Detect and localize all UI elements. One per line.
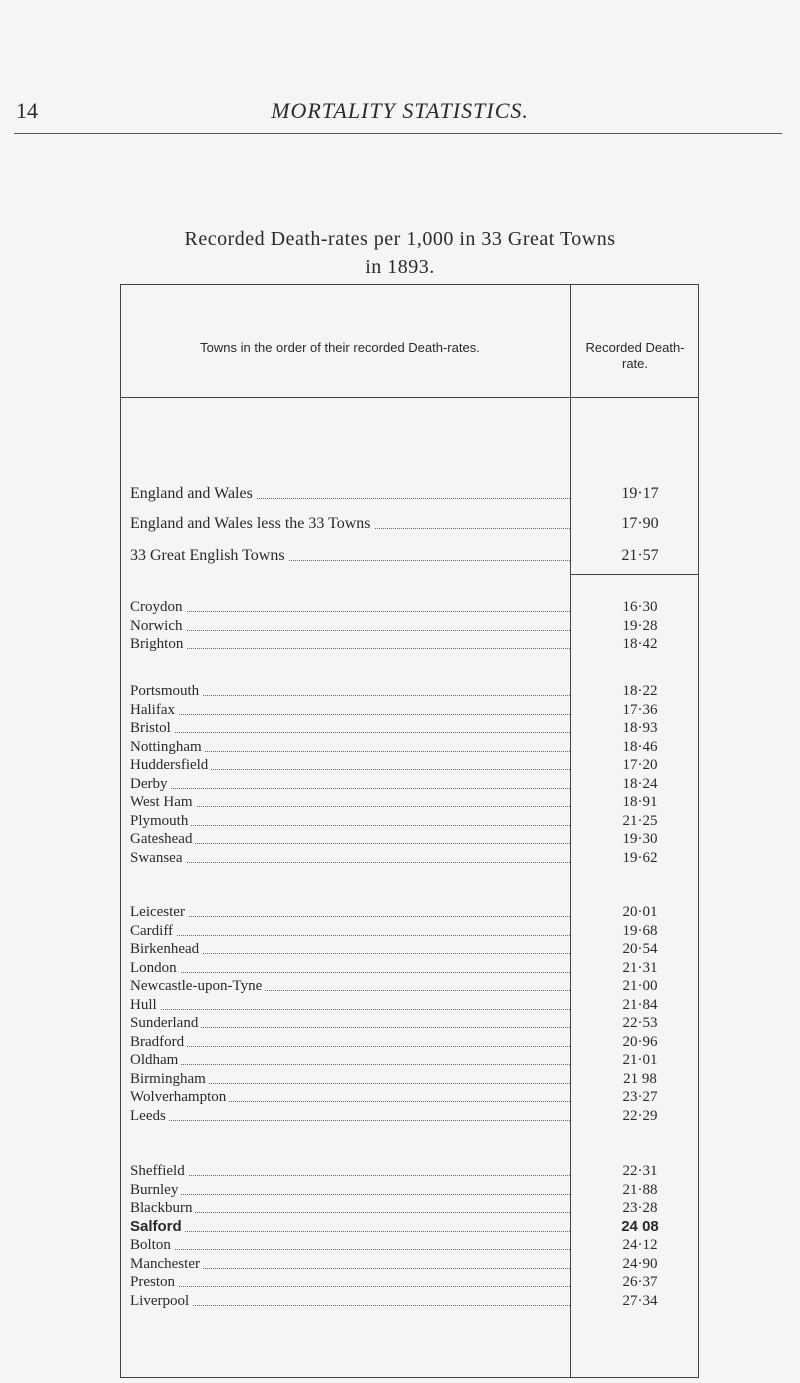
- town-name: London: [130, 960, 180, 976]
- town-name-cell: [130, 958, 570, 978]
- death-rate-value: 22·29: [622, 1108, 658, 1124]
- death-rate-value: 20·96: [622, 1034, 658, 1050]
- town-name-cell: [130, 700, 570, 720]
- death-rate-value: 18·24: [622, 776, 658, 792]
- death-rate-value: 21·57: [621, 547, 659, 564]
- town-name-cell: [130, 774, 570, 794]
- table-row: [130, 1069, 710, 1089]
- header-bottom-rule: [120, 397, 698, 398]
- town-name-cell: [130, 1180, 570, 1200]
- town-name-cell: [130, 681, 570, 701]
- town-name-cell: [130, 1050, 570, 1070]
- table-row: [130, 616, 710, 636]
- town-name: Halifax: [130, 702, 178, 718]
- table-title-line-1: Recorded Death-rates per 1,000 in 33 Great Towns: [184, 228, 616, 250]
- death-rate-value: 24 08: [621, 1218, 659, 1235]
- town-name: Leeds: [130, 1108, 169, 1124]
- table-row: [130, 958, 710, 978]
- town-name: Gateshead: [130, 831, 195, 847]
- town-name: Preston: [130, 1274, 178, 1290]
- town-name-cell: [130, 1032, 570, 1052]
- town-name-cell: [130, 1069, 570, 1089]
- town-name-cell: [130, 848, 570, 868]
- table-row: [130, 995, 710, 1015]
- death-rate-value: 22·53: [622, 1015, 658, 1031]
- town-name: Bradford: [130, 1034, 187, 1050]
- table-row: [130, 1161, 710, 1181]
- town-name-cell: [130, 514, 570, 534]
- town-name: Manchester: [130, 1256, 203, 1272]
- table-row: [130, 976, 710, 996]
- table-row: [130, 939, 710, 959]
- table-row: [130, 700, 710, 720]
- table-row: [130, 1235, 710, 1255]
- town-name-cell: [130, 902, 570, 922]
- town-name-cell: [130, 829, 570, 849]
- town-name-cell: [130, 921, 570, 941]
- death-rate-value: 20·54: [622, 941, 658, 957]
- town-name-cell: [130, 755, 570, 775]
- table-row: [130, 921, 710, 941]
- death-rate-value: 18·46: [622, 739, 658, 755]
- town-name-cell: [130, 792, 570, 812]
- death-rate-value: 21·01: [622, 1052, 658, 1068]
- town-name-cell: [130, 976, 570, 996]
- summary-bottom-rule: [570, 574, 698, 575]
- table-row: [130, 718, 710, 738]
- town-name: Burnley: [130, 1182, 181, 1198]
- table-row: [130, 681, 710, 701]
- running-head: MORTALITY STATISTICS.: [271, 98, 529, 123]
- table-row: [130, 811, 710, 831]
- death-rate-value: 20·01: [622, 904, 658, 920]
- town-name: Liverpool: [130, 1293, 192, 1309]
- town-name: Birmingham: [130, 1071, 209, 1087]
- town-name-cell: [130, 811, 570, 831]
- town-name-cell: [130, 1235, 570, 1255]
- town-name: Derby: [130, 776, 171, 792]
- table-bottom-border: [120, 1377, 698, 1378]
- death-rate-value: 19·17: [621, 485, 659, 502]
- table-row: [130, 1272, 710, 1292]
- town-name: Cardiff: [130, 923, 176, 939]
- table-row: [130, 848, 710, 868]
- table-row: [130, 1180, 710, 1200]
- table-row: [130, 829, 710, 849]
- town-name-cell: [130, 1217, 570, 1237]
- table-row: [130, 1217, 710, 1237]
- town-name-cell: [130, 995, 570, 1015]
- table-row: [130, 634, 710, 654]
- town-name: 33 Great English Towns: [130, 547, 288, 564]
- town-name: Nottingham: [130, 739, 205, 755]
- table-title-line-2: in 1893.: [365, 256, 435, 278]
- death-rate-value: 24·12: [622, 1237, 658, 1253]
- town-name: Wolverhampton: [130, 1089, 229, 1105]
- town-name-cell: [130, 1013, 570, 1033]
- town-name: Norwich: [130, 618, 186, 634]
- table-row: [130, 755, 710, 775]
- town-name: Birkenhead: [130, 941, 202, 957]
- town-name-cell: [130, 597, 570, 617]
- death-rate-value: 21·88: [622, 1182, 658, 1198]
- town-name: Hull: [130, 997, 160, 1013]
- town-name: Huddersfield: [130, 757, 211, 773]
- death-rate-value: 17·20: [622, 757, 658, 773]
- death-rate-value: 19·30: [622, 831, 658, 847]
- town-name-cell: [130, 718, 570, 738]
- header-rule: [14, 133, 782, 134]
- town-name: Plymouth: [130, 813, 191, 829]
- town-name: Newcastle-upon-Tyne: [130, 978, 265, 994]
- town-name-cell: [130, 546, 570, 566]
- death-rate-value: 22·31: [622, 1163, 658, 1179]
- table-row: [130, 1050, 710, 1070]
- town-name-cell: [130, 1272, 570, 1292]
- death-rate-value: 23·27: [622, 1089, 658, 1105]
- table-top-border: [120, 284, 698, 285]
- death-rate-value: 21·84: [622, 997, 658, 1013]
- death-rate-value: 18·91: [622, 794, 658, 810]
- table-row: [130, 902, 710, 922]
- town-name: England and Wales: [130, 485, 256, 502]
- death-rate-value: 17·90: [621, 515, 659, 532]
- town-name-cell: [130, 616, 570, 636]
- town-name: Sunderland: [130, 1015, 201, 1031]
- table-row: [130, 597, 710, 617]
- table-row: [130, 792, 710, 812]
- town-name-cell: [130, 1254, 570, 1274]
- death-rate-value: 19·68: [622, 923, 658, 939]
- town-name-cell: [130, 737, 570, 757]
- death-rate-value: 27·34: [622, 1293, 658, 1309]
- column-header-rate: Recorded Death-rate.: [585, 340, 685, 371]
- death-rate-value: 17·36: [622, 702, 658, 718]
- column-header-towns: Towns in the order of their recorded Death-rates.: [200, 340, 480, 355]
- death-rate-value: 21·31: [622, 960, 658, 976]
- town-name: Salford: [130, 1218, 185, 1235]
- table-row: [130, 737, 710, 757]
- town-name-cell: [130, 939, 570, 959]
- table-row: [130, 1198, 710, 1218]
- town-name-cell: [130, 484, 570, 504]
- town-name: Bristol: [130, 720, 174, 736]
- table-row: [130, 774, 710, 794]
- town-name: Croydon: [130, 599, 186, 615]
- death-rate-value: 21·00: [622, 978, 658, 994]
- table-row: [130, 484, 710, 504]
- death-rate-value: 18·22: [622, 683, 658, 699]
- town-name: Brighton: [130, 636, 186, 652]
- death-rate-value: 18·93: [622, 720, 658, 736]
- death-rate-value: 19·62: [622, 850, 658, 866]
- town-name: Blackburn: [130, 1200, 195, 1216]
- town-name: Sheffield: [130, 1163, 188, 1179]
- table-row: [130, 1087, 710, 1107]
- town-name: West Ham: [130, 794, 196, 810]
- death-rate-value: 21·25: [622, 813, 658, 829]
- table-row: [130, 514, 710, 534]
- town-name-cell: [130, 1087, 570, 1107]
- death-rate-value: 19·28: [622, 618, 658, 634]
- table-row: [130, 1106, 710, 1126]
- death-rate-value: 21 98: [623, 1071, 657, 1087]
- town-name-cell: [130, 634, 570, 654]
- town-name: Portsmouth: [130, 683, 202, 699]
- town-name-cell: [130, 1106, 570, 1126]
- town-name: Bolton: [130, 1237, 174, 1253]
- table-row: [130, 546, 710, 566]
- death-rate-value: 23·28: [622, 1200, 658, 1216]
- town-name-cell: [130, 1291, 570, 1311]
- table-row: [130, 1013, 710, 1033]
- town-name: England and Wales less the 33 Towns: [130, 515, 374, 532]
- town-name-cell: [130, 1198, 570, 1218]
- town-name: Oldham: [130, 1052, 181, 1068]
- table-row: [130, 1254, 710, 1274]
- town-name: Leicester: [130, 904, 188, 920]
- table-row: [130, 1291, 710, 1311]
- death-rate-value: 24·90: [622, 1256, 658, 1272]
- death-rate-value: 16·30: [622, 599, 658, 615]
- page-number: 14: [16, 98, 38, 123]
- death-rate-value: 26·37: [622, 1274, 658, 1290]
- death-rate-value: 18·42: [622, 636, 658, 652]
- table-left-border: [120, 284, 121, 1378]
- town-name: Swansea: [130, 850, 186, 866]
- table-row: [130, 1032, 710, 1052]
- town-name-cell: [130, 1161, 570, 1181]
